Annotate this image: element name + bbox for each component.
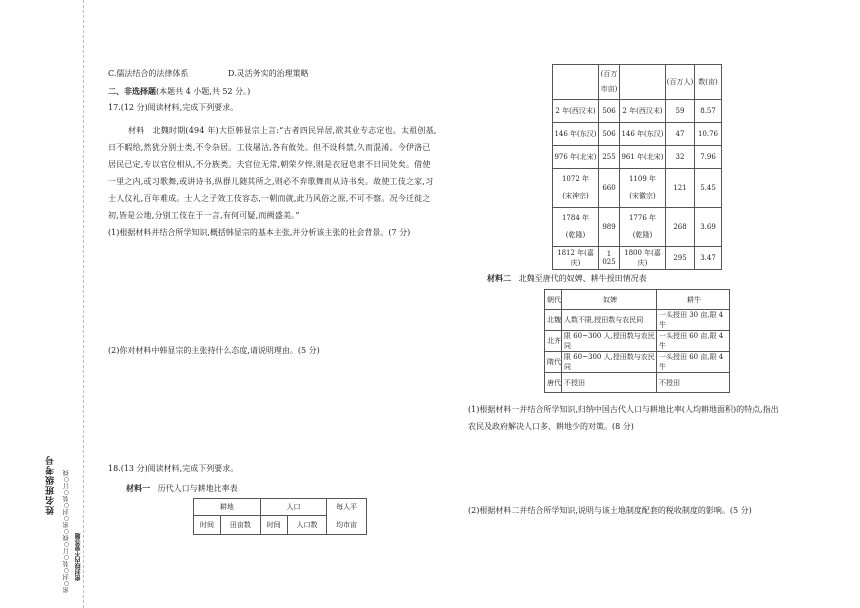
cell: 北齐 — [545, 331, 562, 352]
cell: 不授田 — [657, 373, 730, 393]
cell: 一头授田 60 亩,限 4 牛 — [657, 352, 730, 373]
q18-part2: (2)根据材料二并结合所学知识,说明与该土地制度配套的税收制度的影响。(5 分) — [468, 506, 752, 515]
population-table-body — [552, 64, 722, 270]
cell: 2 年(西汉末) — [553, 100, 599, 123]
table-row — [553, 247, 722, 270]
cell: 506 — [599, 123, 620, 146]
cell: 限 60~300 人,授田数与农民同 — [562, 331, 657, 352]
q18-heading: 18.(13 分)阅读材料,完成下列要求。 — [108, 464, 239, 473]
table-row — [545, 352, 730, 373]
material1-label: 材料一 — [126, 483, 150, 493]
header-cell: 时间 — [260, 516, 287, 535]
material-line: 居民已定,专以官位相从,不分族类。夫官位无常,朝荣夕悴,则是衣冠皂隶不日同处矣。借使 — [108, 160, 431, 169]
cell: 146 年(东汉) — [620, 123, 666, 146]
cell: 1072 年 (宋神宗) — [553, 169, 599, 208]
material2-label: 材料二 — [487, 273, 511, 283]
header-cell: 耕地 — [194, 499, 261, 516]
cell: 8.57 — [695, 100, 722, 123]
q17-material — [108, 122, 460, 224]
option-c: C.儒法结合的法律体系 — [108, 69, 189, 78]
header-cell: (百万人) — [666, 65, 695, 100]
name-class-id-label: 姓名班级考号 — [46, 455, 56, 515]
cell: 146 年(东汉) — [553, 123, 599, 146]
material2-title: 北魏至唐代的奴婢、耕牛授田情况表 — [518, 274, 647, 283]
cell: 一头授田 60 亩,限 4 牛 — [657, 331, 730, 352]
no-answer-notice: 密封线内不要答题 — [75, 533, 82, 581]
header-cell: 奴婢 — [562, 290, 657, 310]
header-cell — [620, 65, 666, 100]
section-note: (本题共 4 小题,共 52 分。) — [156, 87, 251, 96]
cell: 北魏 — [545, 310, 562, 331]
cell: 限 60~300 人,授田数与农民同 — [562, 352, 657, 373]
cell: 不授田 — [562, 373, 657, 393]
cell: 人数不限,授田数与农民同 — [562, 310, 657, 331]
cell: 5.45 — [695, 169, 722, 208]
cell: 989 — [599, 208, 620, 247]
q18-part1-line1: (1)根据材料一并结合所学知识,归纳中国古代人口与耕地比率(人均耕地面积)的特点,指出 — [468, 405, 779, 414]
cell: 1 025 — [599, 247, 620, 270]
table-row — [553, 169, 722, 208]
material2-caption — [487, 272, 647, 285]
header-cell — [553, 65, 599, 100]
table-row — [545, 373, 730, 393]
seal-line-text: 密○封○装○订○线○密○封○装○订○线 — [63, 470, 70, 593]
header-cell: 人口数 — [287, 516, 327, 535]
table-header-row — [545, 290, 730, 310]
cell: 唐代 — [545, 373, 562, 393]
cell: 1109 年 (宋徽宗) — [620, 169, 666, 208]
cell: 961 年(北宋) — [620, 146, 666, 169]
cell: 295 — [666, 247, 695, 270]
cell: 32 — [666, 146, 695, 169]
cell: 7.96 — [695, 146, 722, 169]
cell: 1800 年(嘉庆) — [620, 247, 666, 270]
cell: 976 年(北宋) — [553, 146, 599, 169]
cell: 59 — [666, 100, 695, 123]
cell: 2 年(西汉末) — [620, 100, 666, 123]
header-cell: (百万 市亩) — [599, 65, 620, 100]
cell: 1812 年(嘉庆) — [553, 247, 599, 270]
table-row — [545, 331, 730, 352]
material-line: 日不暇给,然犹分别士类,不令杂居。工伎屠沽,各有攸处。但不设科禁,久而混淆。今伊洛已 — [108, 143, 431, 152]
cell: 10.76 — [695, 123, 722, 146]
material-line: 一里之内,或习歌舞,或讲诗书,纵群儿随其所之,则必不弃歌舞而从诗书矣。故使工伎之家,习 — [108, 177, 434, 186]
cell: 506 — [599, 100, 620, 123]
cell: 3.69 — [695, 208, 722, 247]
cell: 隋代 — [545, 352, 562, 373]
cell: 1776 年 (乾隆) — [620, 208, 666, 247]
cell: 一头授田 30 亩,限 4 牛 — [657, 310, 730, 331]
cell: 255 — [599, 146, 620, 169]
population-table-head — [193, 498, 367, 535]
cell: 47 — [666, 123, 695, 146]
slave-ox-table — [544, 289, 730, 393]
binding-dashed-line — [83, 0, 84, 608]
table-row — [553, 100, 722, 123]
cell: 121 — [666, 169, 695, 208]
cell: 3.47 — [695, 247, 722, 270]
q17-part2: (2)你对材料中韩显宗的主张持什么态度,请说明理由。(5 分) — [108, 346, 320, 355]
q17-part1: (1)根据材料并结合所学知识,概括韩显宗的基本主张,并分析该主张的社会背景。(7 分) — [108, 228, 411, 237]
table-row — [553, 123, 722, 146]
section-heading — [108, 85, 250, 98]
material-line: 初,皆是公地,分别工伎在于一言,有何可疑,而阙盛美。” — [108, 211, 300, 220]
section-title: 二、非选择题 — [108, 86, 156, 96]
q18-part1-line2: 农民及政府解决人口多、耕地少的对策。(8 分) — [468, 422, 634, 431]
q17-heading: 17.(12 分)阅读材料,完成下列要求。 — [108, 103, 239, 112]
header-cell: 人口 — [260, 499, 327, 516]
header-cell: 田亩数 — [221, 516, 261, 535]
option-d: D.灵活务实的治理策略 — [228, 69, 309, 78]
header-cell: 每人平 — [327, 499, 367, 516]
table-row — [553, 208, 722, 247]
table-row — [545, 310, 730, 331]
header-cell: 耕牛 — [657, 290, 730, 310]
material1-caption — [126, 482, 238, 495]
material-line: 材料 北魏时期(494 年)大臣韩显宗上言:“古者四民异居,欲其业专志定也。太祖创基, — [128, 126, 437, 135]
cell: 268 — [666, 208, 695, 247]
table-row — [553, 146, 722, 169]
cell: 660 — [599, 169, 620, 208]
header-cell: 数(亩) — [695, 65, 722, 100]
cell: 1784 年 (乾隆) — [553, 208, 599, 247]
header-cell: 朝代 — [545, 290, 562, 310]
header-cell: 时间 — [194, 516, 221, 535]
material1-title: 历代人口与耕地比率表 — [157, 484, 238, 493]
header-cell: 均市亩 — [327, 516, 367, 535]
material-line: 士人仪礼,百年难成。士人之子效工伎容态,一朝而就,此乃风俗之原,不可不察。况今迁徙之 — [108, 194, 431, 203]
